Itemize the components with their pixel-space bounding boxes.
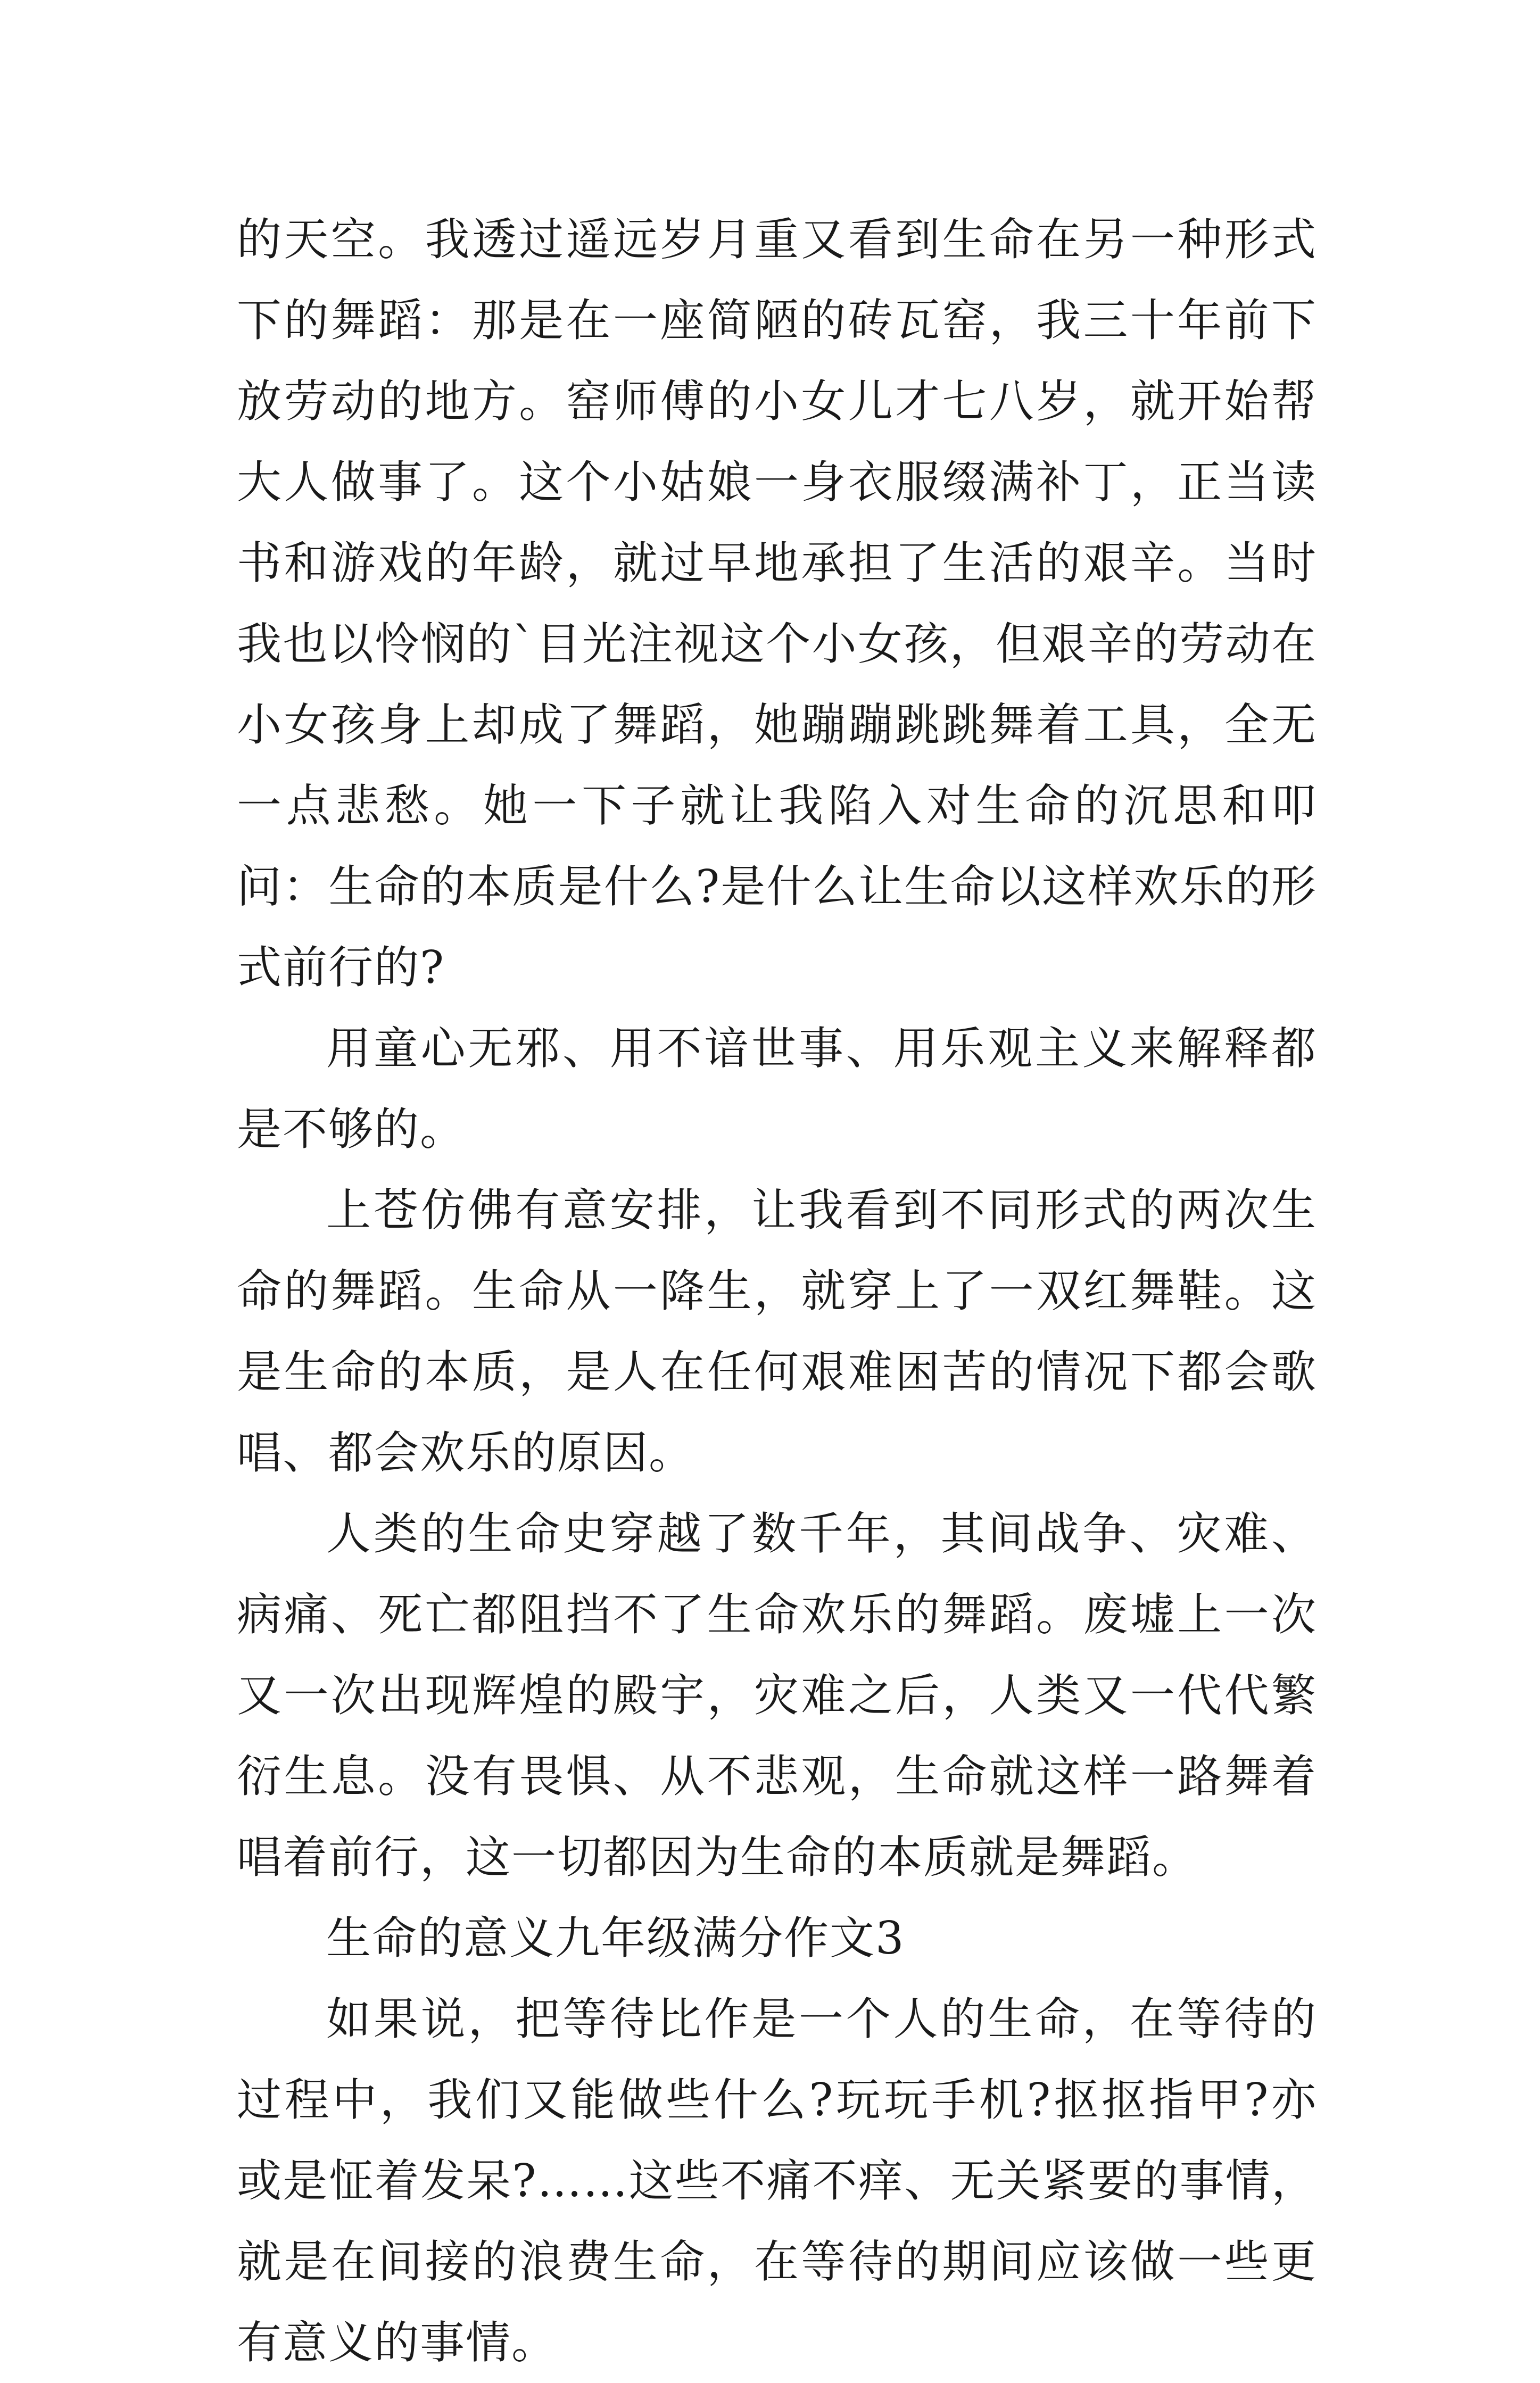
section-heading: 生命的意义九年级满分作文3 [326,1912,905,1964]
paragraph-4: 人类的生命史穿越了数千年，其间战争、灾难、病痛、死亡都阻挡不了生命欢乐的舞蹈。废墟上一次又一次出现辉煌的殿宇，灾难之后，人类又一代代繁衍生息。没有畏惧、从不悲观，生命就这样一路舞着唱着前行，这一切都因为生命的本质就是舞蹈。 [237,1508,1317,1883]
paragraph-2: 用童心无邪、用不谙世事、用乐观主义来解释都是不够的。 [237,1022,1317,1155]
paragraph-5: 如果说，把等待比作是一个人的生命，在等待的过程中，我们又能做些什么?玩玩手机?抠抠指甲?亦或是怔着发呆?……这些不痛不痒、无关紧要的事情，就是在间接的浪费生命，在等待的期间应该做一些更有意义的事情。 [237,1993,1317,2369]
paragraph-1: 的天空。我透过遥远岁月重又看到生命在另一种形式下的舞蹈：那是在一座简陋的砖瓦窑，我三十年前下放劳动的地方。窑师傅的小女儿才七八岁，就开始帮大人做事了。这个小姑娘一身衣服缀满补丁，正当读书和游戏的年龄，就过早地承担了生活的艰辛。当时我也以怜悯的`目光注视这个小女孩，但艰辛的劳动在小女孩身上却成了舞蹈，她蹦蹦跳跳舞着工具，全无一点悲愁。她一下子就让我陷入对生命的沉思和叩问：生命的本质是什么?是什么让生命以这样欢乐的形式前行的? [237,213,1317,994]
paragraph-3: 上苍仿佛有意安排，让我看到不同形式的两次生命的舞蹈。生命从一降生，就穿上了一双红舞鞋。这是生命的本质，是人在任何艰难困苦的情况下都会歌唱、都会欢乐的原因。 [237,1184,1317,1479]
document-body [237,199,1317,2383]
